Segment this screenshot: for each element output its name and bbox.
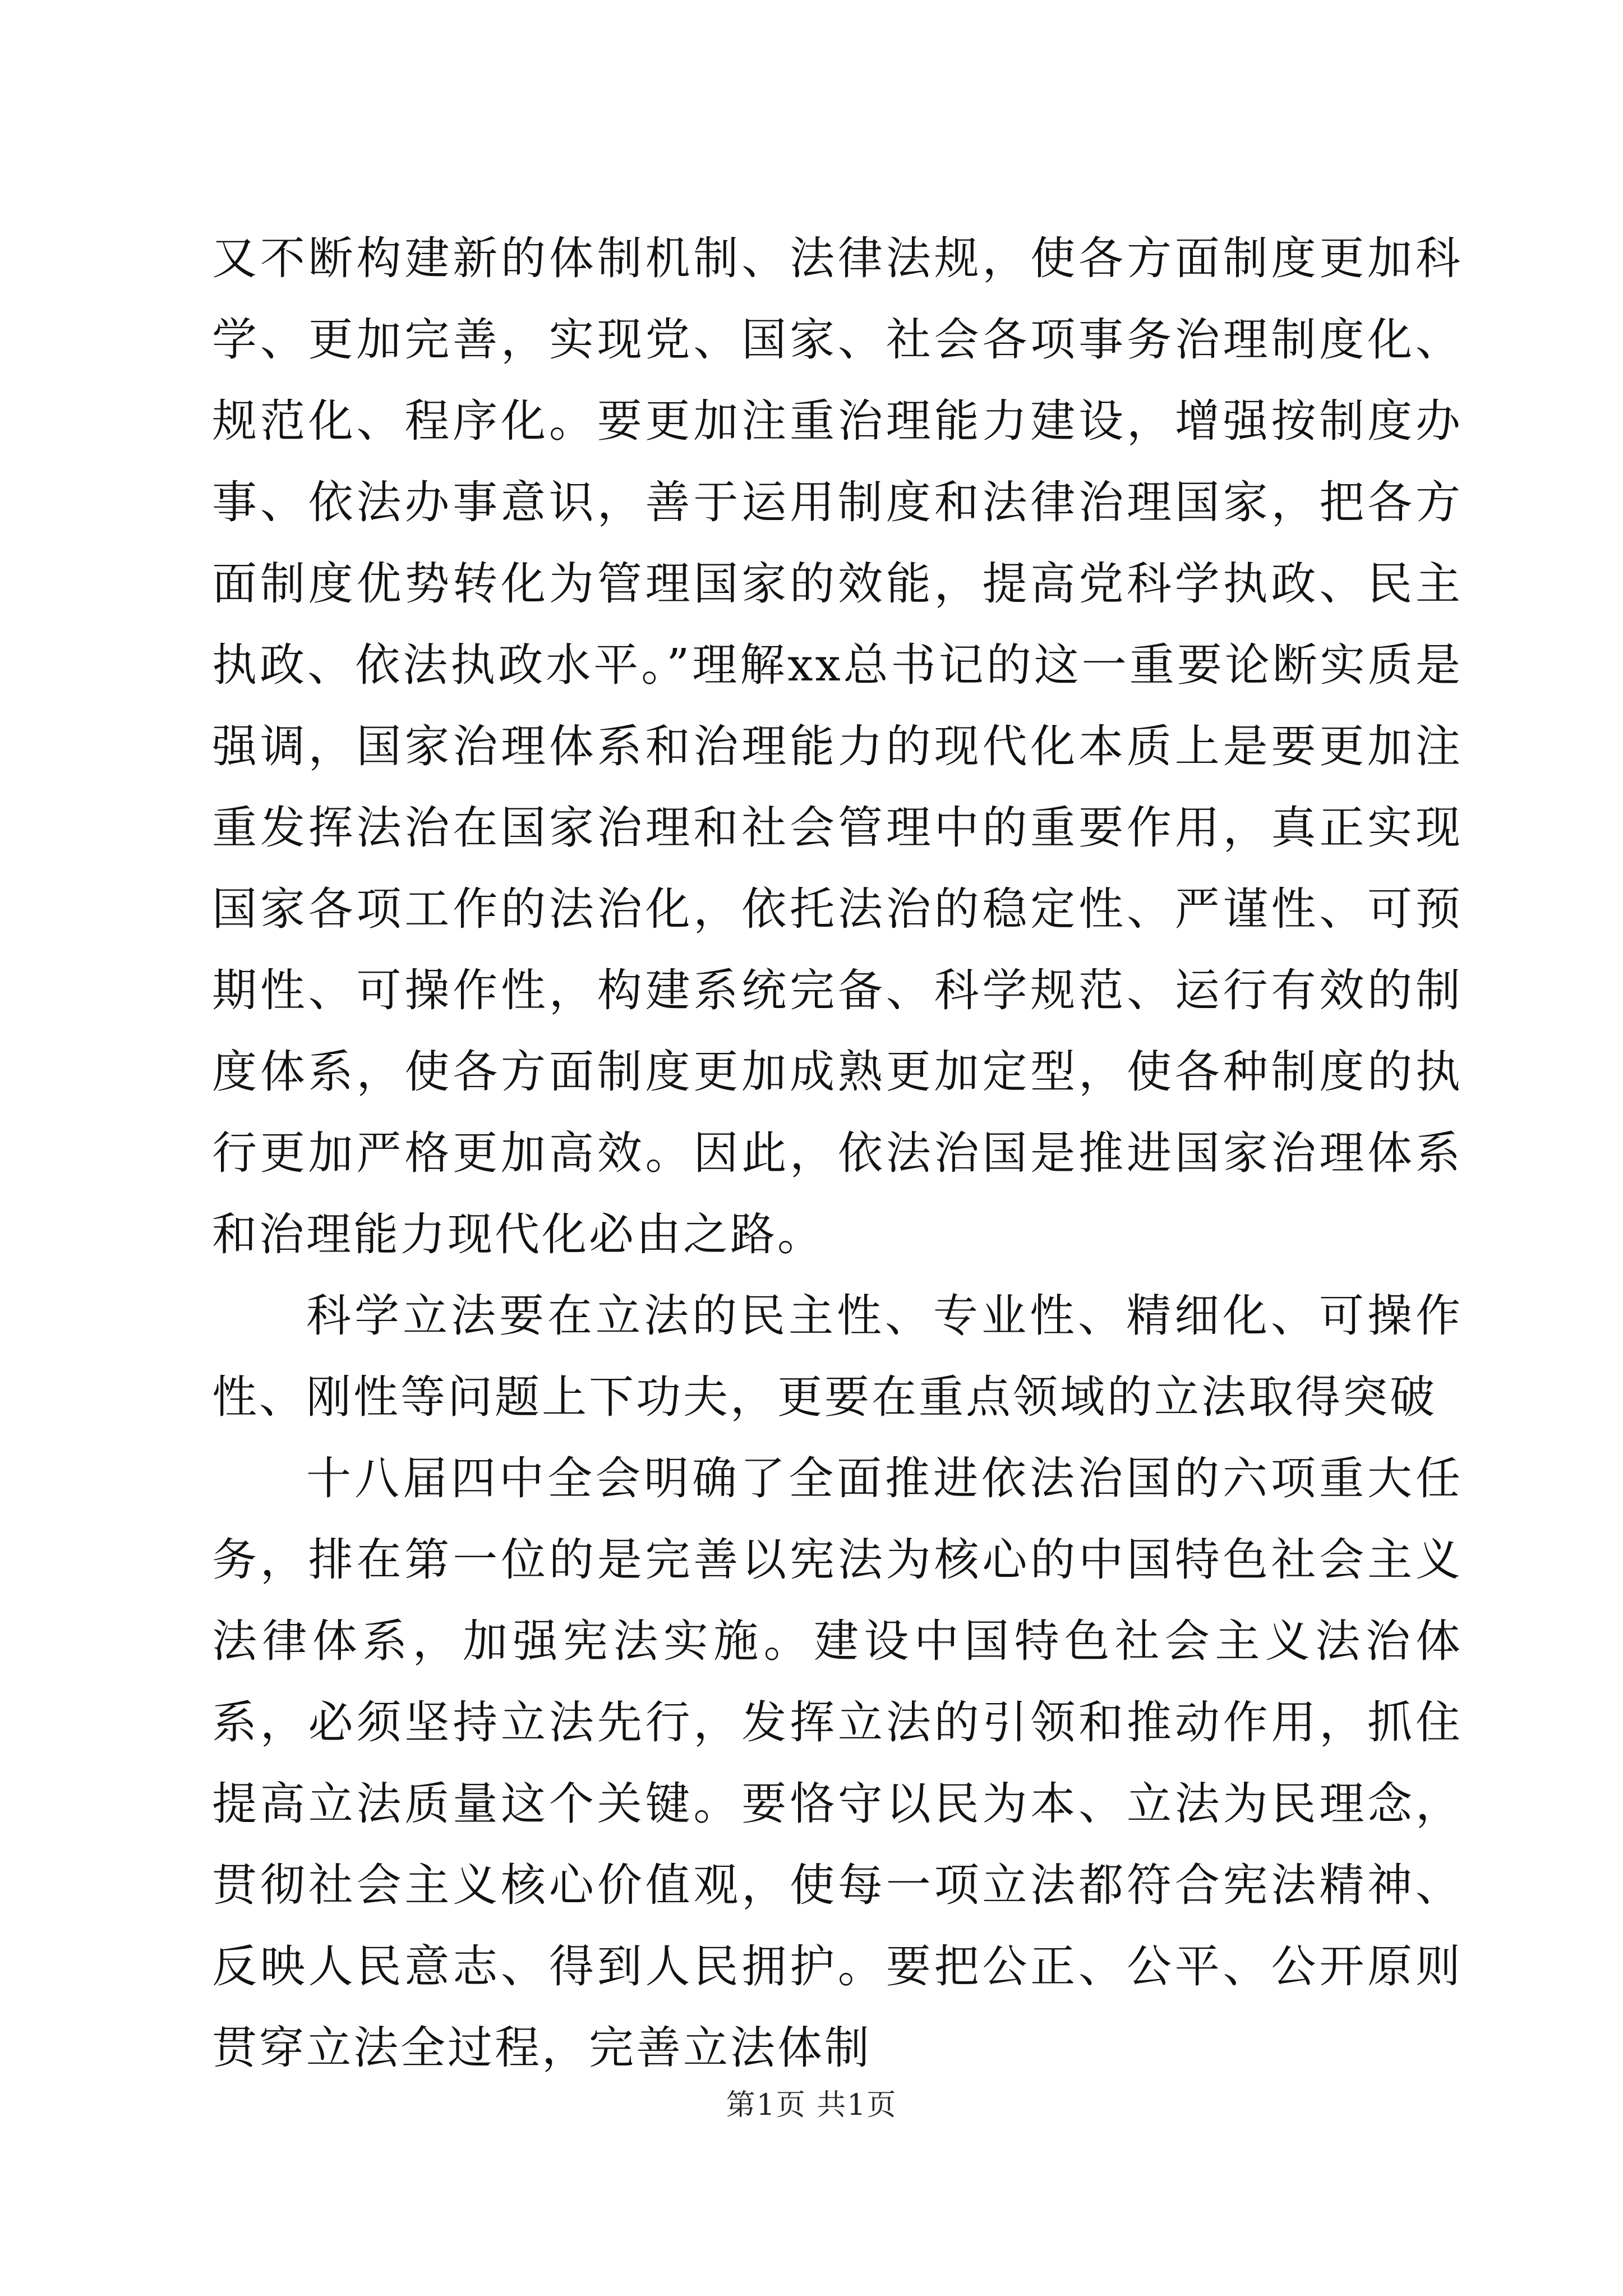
page-footer bbox=[0, 2086, 1623, 2125]
page-number-label: 第1页 共1页 bbox=[726, 2088, 897, 2122]
paragraph-3: 十八届四中全会明确了全面推进依法治国的六项重大任务，排在第一位的是完善以宪法为核心的中国特色社会主义法律体系，加强宪法实施。建设中国特色社会主义法治体系，必须坚持立法先行，发挥立法的引领和推动作用，抓住提高立法质量这个关键。要恪守以民为本、立法为民理念，贯彻社会主义核心价值观，使每一项立法都符合宪法精神、反映人民意志、得到人民拥护。要把公正、公平、公开原则贯穿立法全过程，完善立法体制 bbox=[212, 1452, 1463, 2074]
paragraph-2: 科学立法要在立法的民主性、专业性、精细化、可操作性、刚性等问题上下功夫，更要在重点领域的立法取得突破 bbox=[212, 1290, 1463, 1423]
document-body bbox=[212, 218, 1463, 2088]
paragraph-1: 又不断构建新的体制机制、法律法规，使各方面制度更加科学、更加完善，实现党、国家、社会各项事务治理制度化、规范化、程序化。要更加注重治理能力建设，增强按制度办事、依法办事意识，善于运用制度和法律治理国家，把各方面制度优势转化为管理国家的效能，提高党科学执政、民主执政、依法执政水平。”理解xx总书记的这一重要论断实质是强调，国家治理体系和治理能力的现代化本质上是要更加注重发挥法治在国家治理和社会管理中的重要作用，真正实现国家各项工作的法治化，依托法治的稳定性、严谨性、可预期性、可操作性，构建系统完备、科学规范、运行有效的制度体系，使各方面制度更加成熟更加定型，使各种制度的执行更加严格更加高效。因此，依法治国是推进国家治理体系和治理能力现代化必由之路。 bbox=[212, 232, 1463, 1260]
